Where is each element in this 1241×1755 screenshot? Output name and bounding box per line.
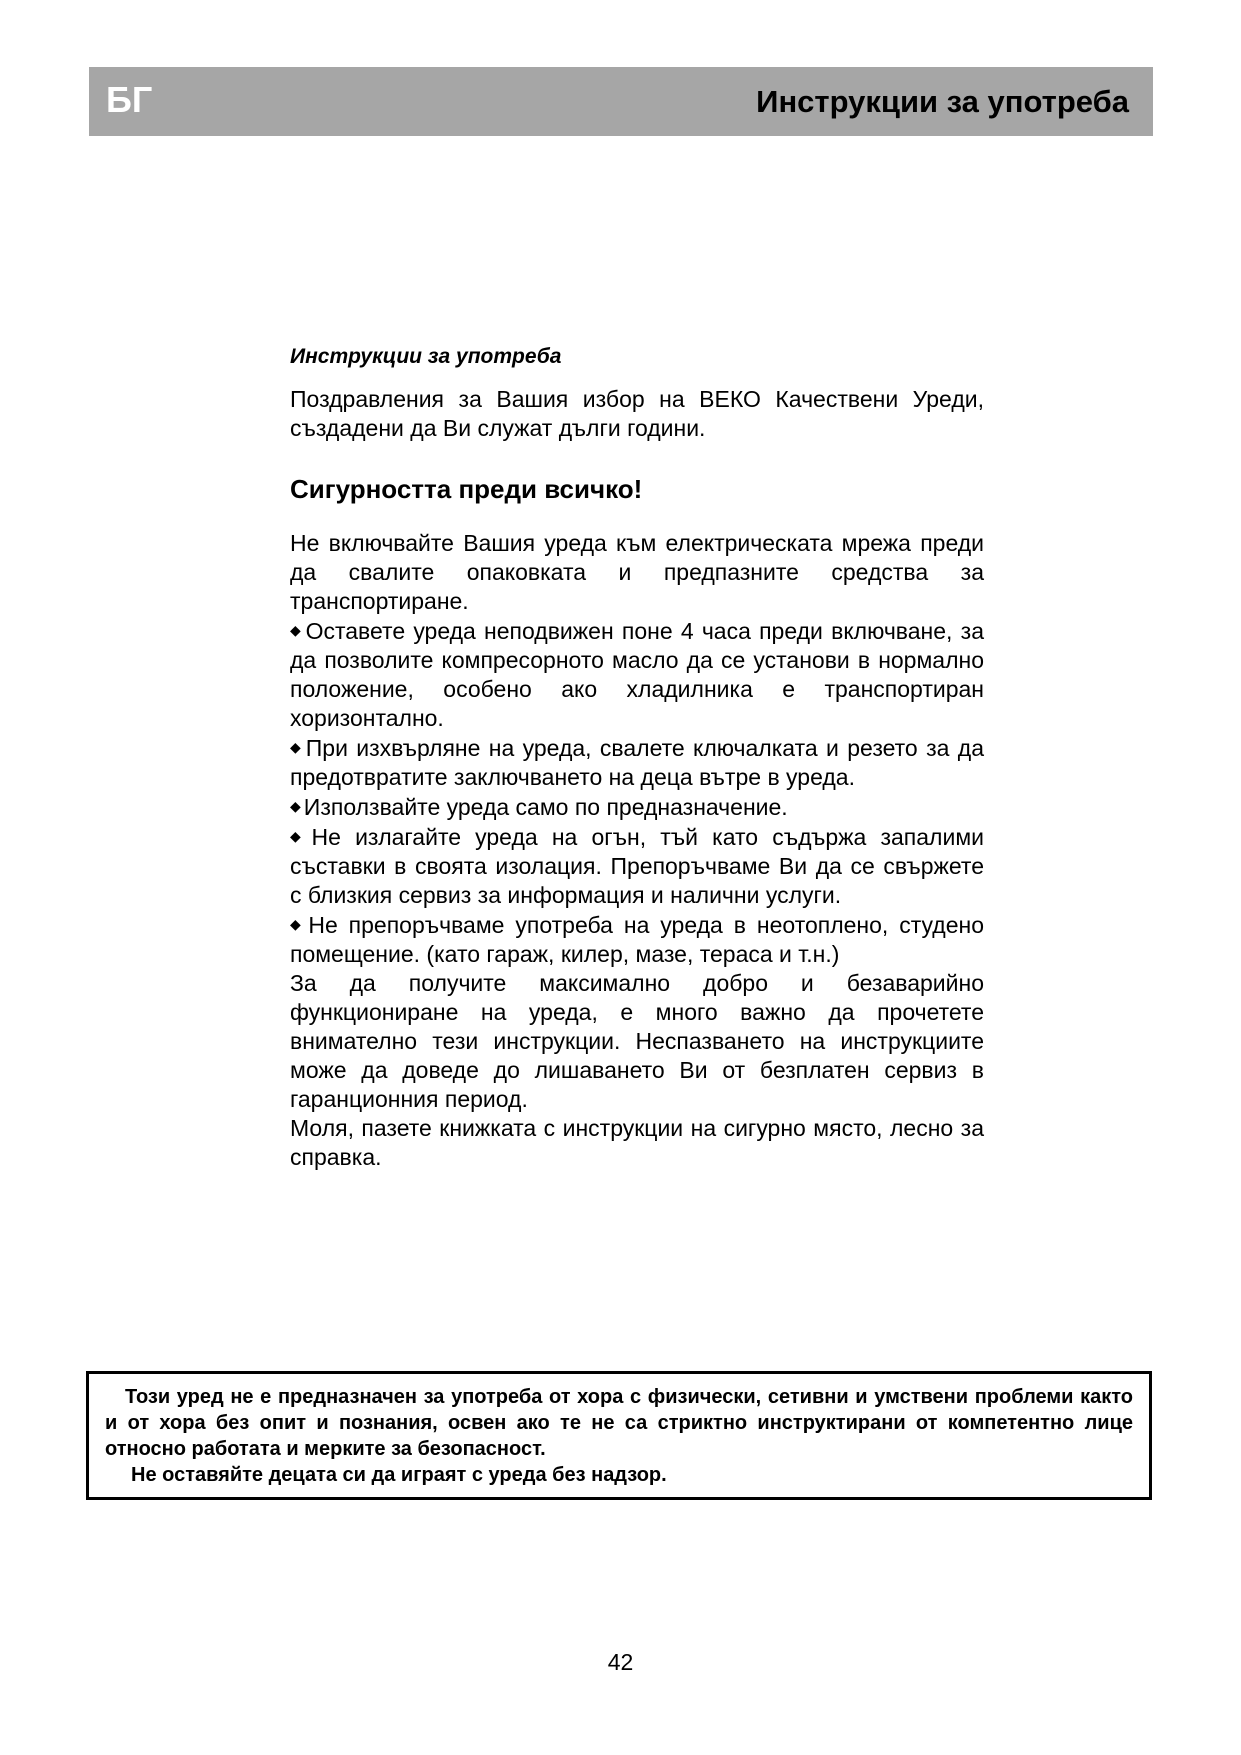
warning-box: [86, 1371, 1152, 1500]
safety-title: Сигурността преди всичко!: [290, 474, 643, 504]
safety-bullet-text: Не препоръчваме употреба на уреда в неотоплено, студено помещение. (като гараж, килер, мазе, тераса и т.н.): [290, 912, 984, 967]
page-header-bar: [89, 67, 1153, 136]
diamond-bullet-icon: ◆: [290, 622, 303, 638]
safety-bullet: [290, 822, 984, 910]
safety-bullet-text: Оставете уреда неподвижен поне 4 часа преди включване, за да позволите компресорното масло да се установи в нормално положение, особено ако хладилника е транспортиран хоризонтално.: [290, 618, 984, 731]
diamond-bullet-icon: ◆: [290, 798, 301, 814]
safety-bullet-text: При изхвърляне на уреда, свалете ключалката и резето за да предотвратите заключването на деца вътре в уреда.: [290, 735, 984, 790]
header-title: Инструкции за употреба: [756, 84, 1129, 119]
safety-bullet: [290, 910, 984, 969]
main-content: [290, 343, 984, 1172]
diamond-bullet-icon: ◆: [290, 739, 303, 755]
warning-text: Този уред не е предназначен за употреба от хора с физически, сетивни и умствени проблеми както и от хора без опит и познания, освен ако те не са стриктно инструктирани от компетентно лице относно работата и мерките за безопасност.: [105, 1386, 1133, 1460]
safety-paragraph: За да получите максимално добро и безаварийно функциониране на уреда, е много важно да прочетете внимателно тези инструкции. Неспазването на инструкциите може да доведе до лишаването Ви от безплатен сервиз в гаранционния период.: [290, 970, 984, 1112]
page-number: 42: [607, 1649, 634, 1675]
diamond-bullet-icon: ◆: [290, 828, 309, 844]
safety-bullet-text: Не излагайте уреда на огън, тъй като съдържа запалими съставки в своята изолация. Препоръчваме Ви да се свържете с близкия сервиз за информация и налични услуги.: [290, 824, 984, 908]
safety-bullet: [290, 792, 984, 822]
diamond-bullet-icon: ◆: [290, 916, 306, 932]
intro-title: Инструкции за употреба: [290, 345, 562, 368]
safety-bullet-text: Използвайте уреда само по предназначение.: [303, 794, 788, 820]
language-code: БГ: [106, 79, 153, 120]
warning-children-text: Не оставяйте децата си да играят с уреда без надзор.: [131, 1464, 667, 1486]
safety-paragraph: Не включвайте Вашия уреда към електрическата мрежа преди да свалите опаковката и предпазните средства за транспортиране.: [290, 530, 984, 614]
safety-bullet: [290, 733, 984, 792]
safety-bullet: [290, 616, 984, 733]
safety-paragraph: Моля, пазете книжката с инструкции на сигурно място, лесно за справка.: [290, 1115, 984, 1170]
intro-text: Поздравления за Вашия избор на ВЕКО Качествени Уреди, създадени да Ви служат дълги години.: [290, 386, 984, 441]
